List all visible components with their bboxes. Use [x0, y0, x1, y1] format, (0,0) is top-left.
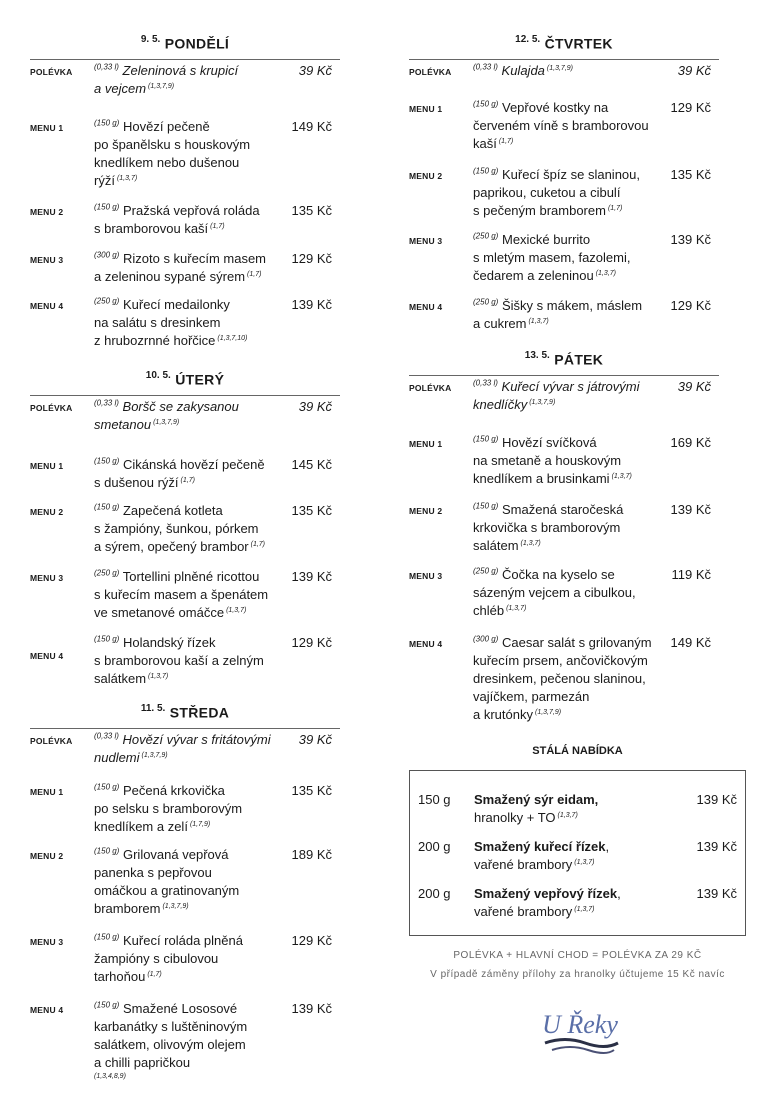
item-label: POLÉVKA: [409, 383, 452, 393]
item-price: 39 Kč: [677, 63, 711, 78]
item-label: POLÉVKA: [409, 67, 452, 77]
item-price: 39 Kč: [677, 379, 711, 394]
stala-grams: 200 g: [418, 839, 451, 854]
item-label: MENU 1: [409, 439, 443, 449]
side-swap-note: V případě záměny přílohy za hranolky účtujeme 15 Kč navíc: [430, 969, 725, 980]
item-label: MENU 2: [30, 207, 64, 217]
item-text: $^{(150 g)}$ Zapečená kotleta s žampióny, šunkou, pórkem a sýrem, opečený brambor $^{(1,7)}$: [94, 502, 266, 554]
item-text: $^{(0,33 l)}$ Boršč se zakysanou smetanou $^{(1,3,7,9)}$: [94, 398, 239, 432]
item-text: $^{(250 g)}$ Mexické burrito s mletým masem, fazolemi, čedarem a zeleninou $^{(1,3,7)}$: [473, 231, 631, 283]
item-label: POLÉVKA: [30, 67, 73, 77]
item-text: $^{(150 g)}$ Vepřové kostky na červeném víně s bramborovou kaší $^{(1,7)}$: [473, 99, 649, 151]
item-price: 129 Kč: [291, 933, 332, 948]
logo-wave-1: [545, 1040, 618, 1047]
logo-text: U Řeky: [542, 1010, 618, 1039]
item-price: 135 Kč: [291, 503, 332, 518]
item-text: $^{(150 g)}$ Kuřecí špíz se slaninou, paprikou, cuketou a cibulí s pečeným bramborem $^{(1,7)}$: [473, 166, 641, 218]
item-price: 139 Kč: [670, 232, 711, 247]
day-wednesday: [30, 703, 340, 729]
item-price: 129 Kč: [291, 635, 332, 650]
item-text: $^{(0,33 l)}$ Kulajda $^{(1,3,7,9)}$: [473, 62, 573, 78]
item-text: $^{(250 g)}$ Čočka na kyselo se sázeným vejcem a cibulkou, chléb $^{(1,3,7)}$: [473, 566, 636, 618]
item-price: 129 Kč: [670, 100, 711, 115]
item-text: $^{(150 g)}$ Pečená krkovička po selsku s bramborovým knedlíkem a zelí $^{(1,7,9)}$: [94, 782, 243, 834]
item-label: MENU 3: [30, 255, 64, 265]
item-price: 189 Kč: [291, 847, 332, 862]
day-header: [30, 703, 340, 729]
item-text: $^{(250 g)}$ Tortellini plněné ricottou s kuřecím masem a špenátem ve smetanové omáčce $^{(1,3,7)}$: [94, 568, 269, 620]
item-price: 145 Kč: [291, 457, 332, 472]
combo-note: POLÉVKA + HLAVNÍ CHOD = POLÉVKA ZA 29 KČ: [453, 950, 702, 961]
item-price: 139 Kč: [291, 297, 332, 312]
day-date: 10. 5.: [145, 370, 171, 381]
item-label: MENU 1: [30, 123, 64, 133]
item-text: $^{(300 g)}$ Caesar salát s grilovaným kuřecím prsem, ančovičkovým dresinkem, pečenou slaninou, vajíčkem, parmezán a krutónky $^{(1,3,7,9)}$: [473, 634, 652, 722]
stala-price: 139 Kč: [696, 792, 737, 807]
item-text: $^{(150 g)}$ Kuřecí roláda plněná žampióny s cibulovou tarhoňou $^{(1,7)}$: [94, 932, 243, 984]
day-tuesday: [30, 370, 340, 396]
item-label: MENU 2: [409, 506, 443, 516]
item-text: $^{(250 g)}$ Šišky s mákem, máslem a cukrem $^{(1,3,7)}$: [473, 297, 643, 331]
item-label: MENU 3: [409, 236, 443, 246]
item-text: $^{(150 g)}$ Holandský řízek s bramborovou kaší a zelným salátkem $^{(1,3,7)}$: [94, 634, 264, 686]
day-friday: [409, 350, 719, 376]
item-text: $^{(250 g)}$ Kuřecí medailonky na salátu s dresinkem z hrubozrnné hořčice $^{(1,3,7,10)}$: [94, 296, 248, 348]
item-text: $^{(150 g)}$ Pražská vepřová roláda s bramborovou kaší $^{(1,7)}$: [94, 202, 260, 236]
item-label: MENU 4: [30, 651, 64, 661]
day-name: ÚTERÝ: [175, 371, 225, 388]
item-label: MENU 2: [30, 851, 64, 861]
item-price: 149 Kč: [291, 119, 332, 134]
day-monday: [30, 34, 340, 60]
item-text: $^{(0,33 l)}$ Hovězí vývar s fritátovými nudlemi $^{(1,3,7,9)}$: [94, 731, 271, 765]
stala-nabidka-title: STÁLÁ NABÍDKA: [532, 745, 623, 757]
item-price: 119 Kč: [671, 567, 711, 582]
item-label: MENU 2: [409, 171, 443, 181]
item-price: 169 Kč: [670, 435, 711, 450]
stala-name: Smažený vepřový řízek, vařené brambory $^{(1,3,7)}$: [474, 886, 621, 919]
day-header: [409, 34, 719, 60]
item-price: 129 Kč: [291, 251, 332, 266]
day-name: ČTVRTEK: [544, 35, 613, 52]
stala-grams: 150 g: [418, 792, 451, 807]
item-price: 135 Kč: [670, 167, 711, 182]
day-name: PONDĚLÍ: [164, 35, 230, 52]
stala-grams: 200 g: [418, 886, 451, 901]
day-thursday: [409, 34, 719, 60]
item-text: $^{(150 g)}$ Smažená staročeská krkovička s bramborovým salátem $^{(1,3,7)}$: [473, 501, 624, 553]
item-text: $^{(150 g)}$ Hovězí svíčková na smetaně a houskovým knedlíkem a brusinkami $^{(1,3,7)}$: [473, 434, 632, 486]
item-price: 135 Kč: [291, 203, 332, 218]
day-header: [30, 34, 340, 60]
day-header: [409, 350, 719, 376]
item-price: 149 Kč: [670, 635, 711, 650]
item-price: 139 Kč: [291, 569, 332, 584]
item-label: MENU 1: [409, 104, 443, 114]
item-text: $^{(150 g)}$ Smažené Lososové karbanátky s luštěninovým salátkem, olivovým olejem a chilli papričkou (1,3,4,8,9): [94, 1000, 248, 1080]
item-label: MENU 4: [409, 639, 443, 649]
item-text: $^{(150 g)}$ Hovězí pečeně po španělsku s houskovým knedlíkem nebo dušenou rýží $^{(1,3,7)}$: [94, 118, 251, 188]
day-name: PÁTEK: [554, 351, 604, 368]
item-label: MENU 2: [30, 507, 64, 517]
item-price: 135 Kč: [291, 783, 332, 798]
stala-price: 139 Kč: [696, 886, 737, 901]
stala-price: 139 Kč: [696, 839, 737, 854]
item-label: POLÉVKA: [30, 736, 73, 746]
item-text: $^{(300 g)}$ Rizoto s kuřecím masem a zeleninou sypané sýrem $^{(1,7)}$: [94, 250, 267, 284]
item-label: MENU 4: [409, 302, 443, 312]
day-name: STŘEDA: [169, 704, 230, 721]
item-label: MENU 4: [30, 1005, 64, 1015]
item-label: MENU 3: [30, 573, 64, 583]
item-text: $^{(150 g)}$ Cikánská hovězí pečeně s dušenou rýží $^{(1,7)}$: [94, 456, 265, 490]
u-reky-logo: [530, 1003, 630, 1063]
logo-graphic: [530, 1003, 630, 1063]
day-date: 13. 5.: [524, 350, 550, 361]
item-label: MENU 4: [30, 301, 64, 311]
item-price: 39 Kč: [298, 399, 332, 414]
item-text: $^{(150 g)}$ Grilovaná vepřová panenka s pepřovou omáčkou a gratinovaným bramborem $^{(1,3,7,9)}$: [94, 846, 240, 916]
item-price: 129 Kč: [670, 298, 711, 313]
item-text: $^{(0,33 l)}$ Zeleninová s krupicí a vejcem $^{(1,3,7,9)}$: [94, 62, 239, 96]
day-date: 12. 5.: [515, 34, 541, 45]
item-label: POLÉVKA: [30, 403, 73, 413]
item-price: 39 Kč: [298, 63, 332, 78]
day-header: [30, 370, 340, 396]
item-label: MENU 3: [409, 571, 443, 581]
item-price: 139 Kč: [670, 502, 711, 517]
item-label: MENU 3: [30, 937, 64, 947]
stala-nabidka-box: [409, 770, 746, 936]
stala-name: Smažený kuřecí řízek, vařené brambory $^{(1,3,7)}$: [474, 839, 610, 872]
stala-name: Smažený sýr eidam, hranolky + TO $^{(1,3,7)}$: [474, 792, 599, 825]
item-label: MENU 1: [30, 787, 64, 797]
item-label: MENU 1: [30, 461, 64, 471]
item-price: 139 Kč: [291, 1001, 332, 1016]
item-price: 39 Kč: [298, 732, 332, 747]
item-text: $^{(0,33 l)}$ Kuřecí vývar s játrovými knedlíčky $^{(1,3,7,9)}$: [473, 378, 640, 412]
day-date: 9. 5.: [140, 34, 161, 45]
day-date: 11. 5.: [140, 703, 166, 714]
